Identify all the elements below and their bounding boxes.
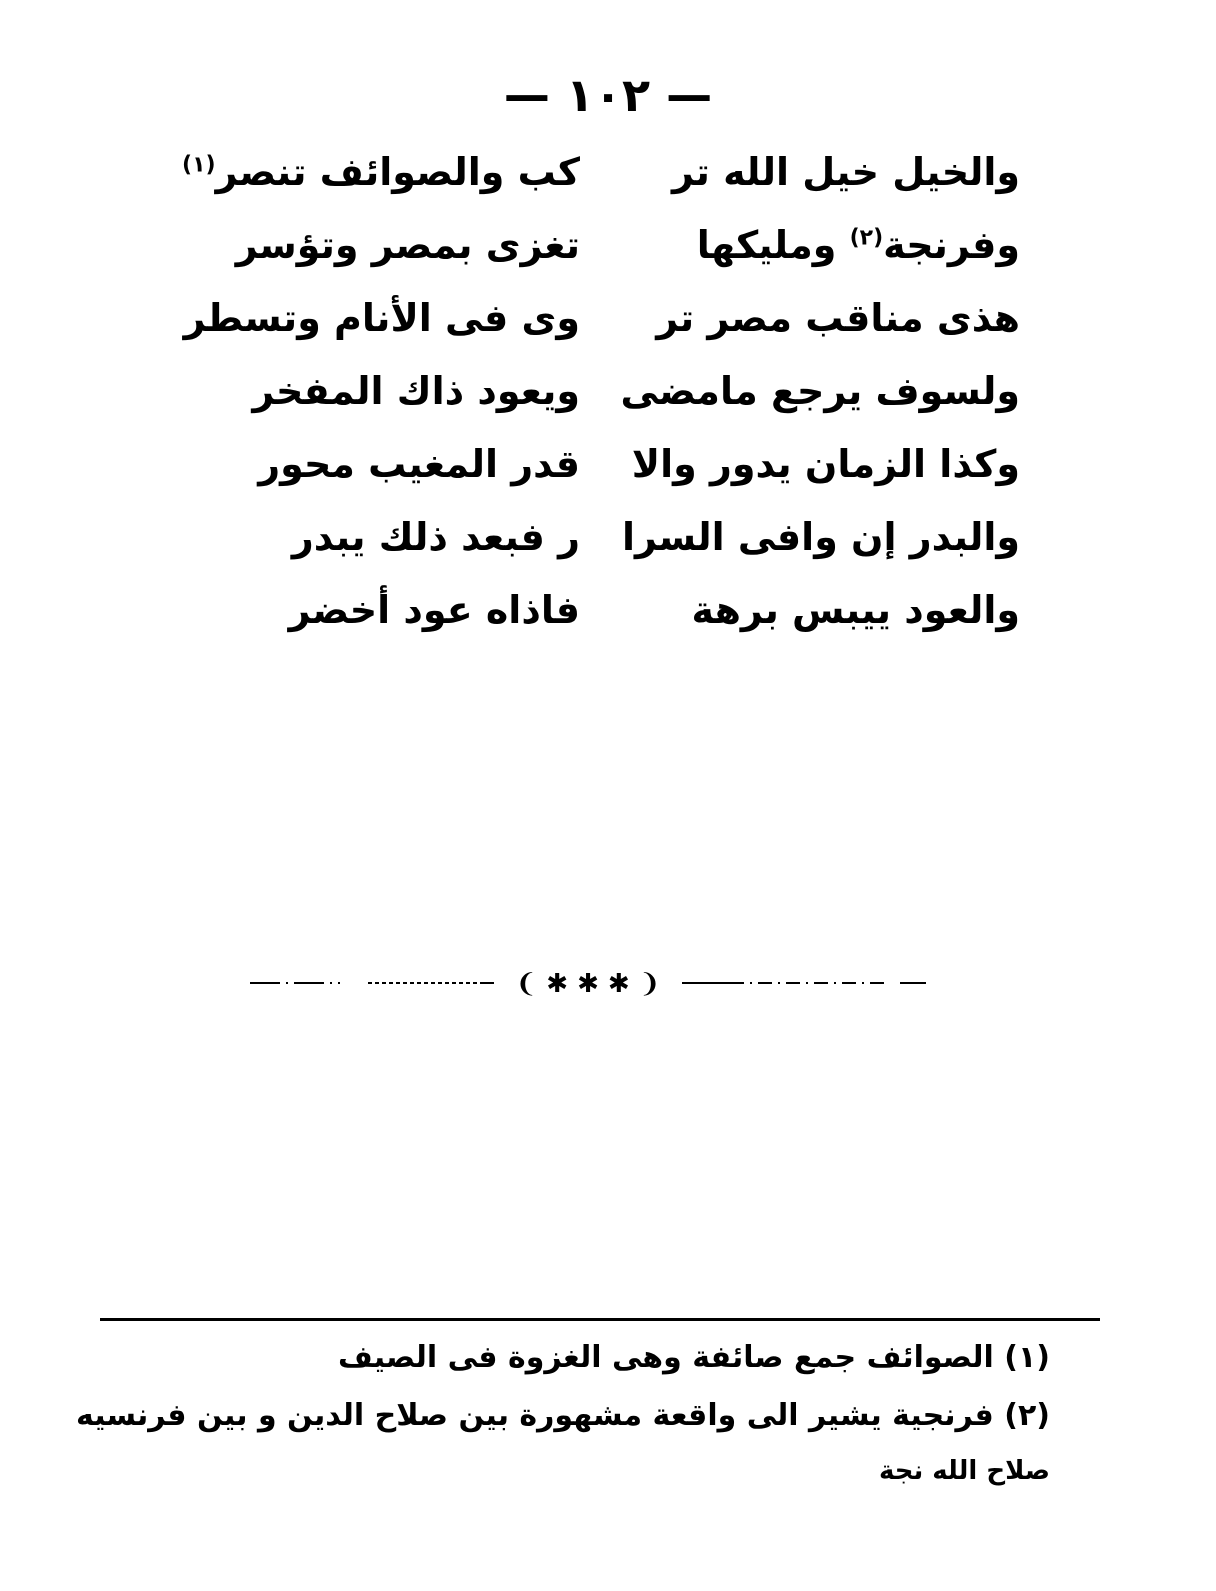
hemistich-first: هذى مناقب مصر تر	[656, 296, 1020, 340]
hemistich-first: ولسوف يرجع مامضى	[620, 369, 1020, 413]
footnote-ref: (٢)	[849, 225, 884, 251]
verse-5	[160, 442, 1020, 515]
footnote-2: (٢) فرنجية يشير الى واقعة مشهورة بين صلاح الدين و بين فرنسيه	[76, 1398, 1050, 1433]
hemistich-second: ويعود ذاك المفخر	[252, 369, 580, 413]
hemistich-second: تغزى بمصر وتؤسر	[235, 223, 580, 267]
verse-1	[160, 150, 1020, 223]
hemistich-first	[620, 223, 1020, 267]
section-divider-ornament	[250, 968, 926, 998]
footnote-1: (١) الصوائف جمع صائفة وهى الغزوة فى الصيف	[338, 1340, 1050, 1375]
hemistich-first: وكذا الزمان يدور والا	[631, 442, 1020, 486]
hemistich-text: وفرنجة	[883, 223, 1020, 267]
footnote-rule	[100, 1318, 1100, 1321]
verse-6	[160, 515, 1020, 588]
page-number: — ١٠٢ —	[503, 68, 713, 122]
verse-7	[160, 588, 1020, 661]
ornament-stars: ❨ ✱ ✱ ✱ ❩	[515, 969, 661, 998]
hemistich-text-rest: ومليكها	[696, 223, 850, 267]
hemistich-second: وى فى الأنام وتسطر	[183, 296, 580, 340]
verse-4	[160, 369, 1020, 442]
hemistich-second	[160, 150, 580, 194]
footnotes	[76, 1340, 1050, 1496]
hemistich-second: قدر المغيب محور	[258, 442, 580, 486]
hemistich-first: والبدر إن وافى السرا	[622, 515, 1020, 559]
verse-2	[160, 223, 1020, 296]
verse-3	[160, 296, 1020, 369]
footnote-ref: (١)	[182, 152, 216, 178]
hemistich-first: والعود ييبس برهة	[691, 588, 1020, 632]
poem	[160, 150, 1020, 661]
hemistich-second: ر فبعد ذلك يبدر	[291, 515, 580, 559]
hemistich-text: كب والصوائف تنصر	[215, 150, 580, 194]
footnote-2-continuation: صلاح الله نجة	[878, 1456, 1050, 1486]
hemistich-first: والخيل خيل الله تر	[672, 150, 1020, 194]
hemistich-second: فاذاه عود أخضر	[288, 588, 580, 632]
